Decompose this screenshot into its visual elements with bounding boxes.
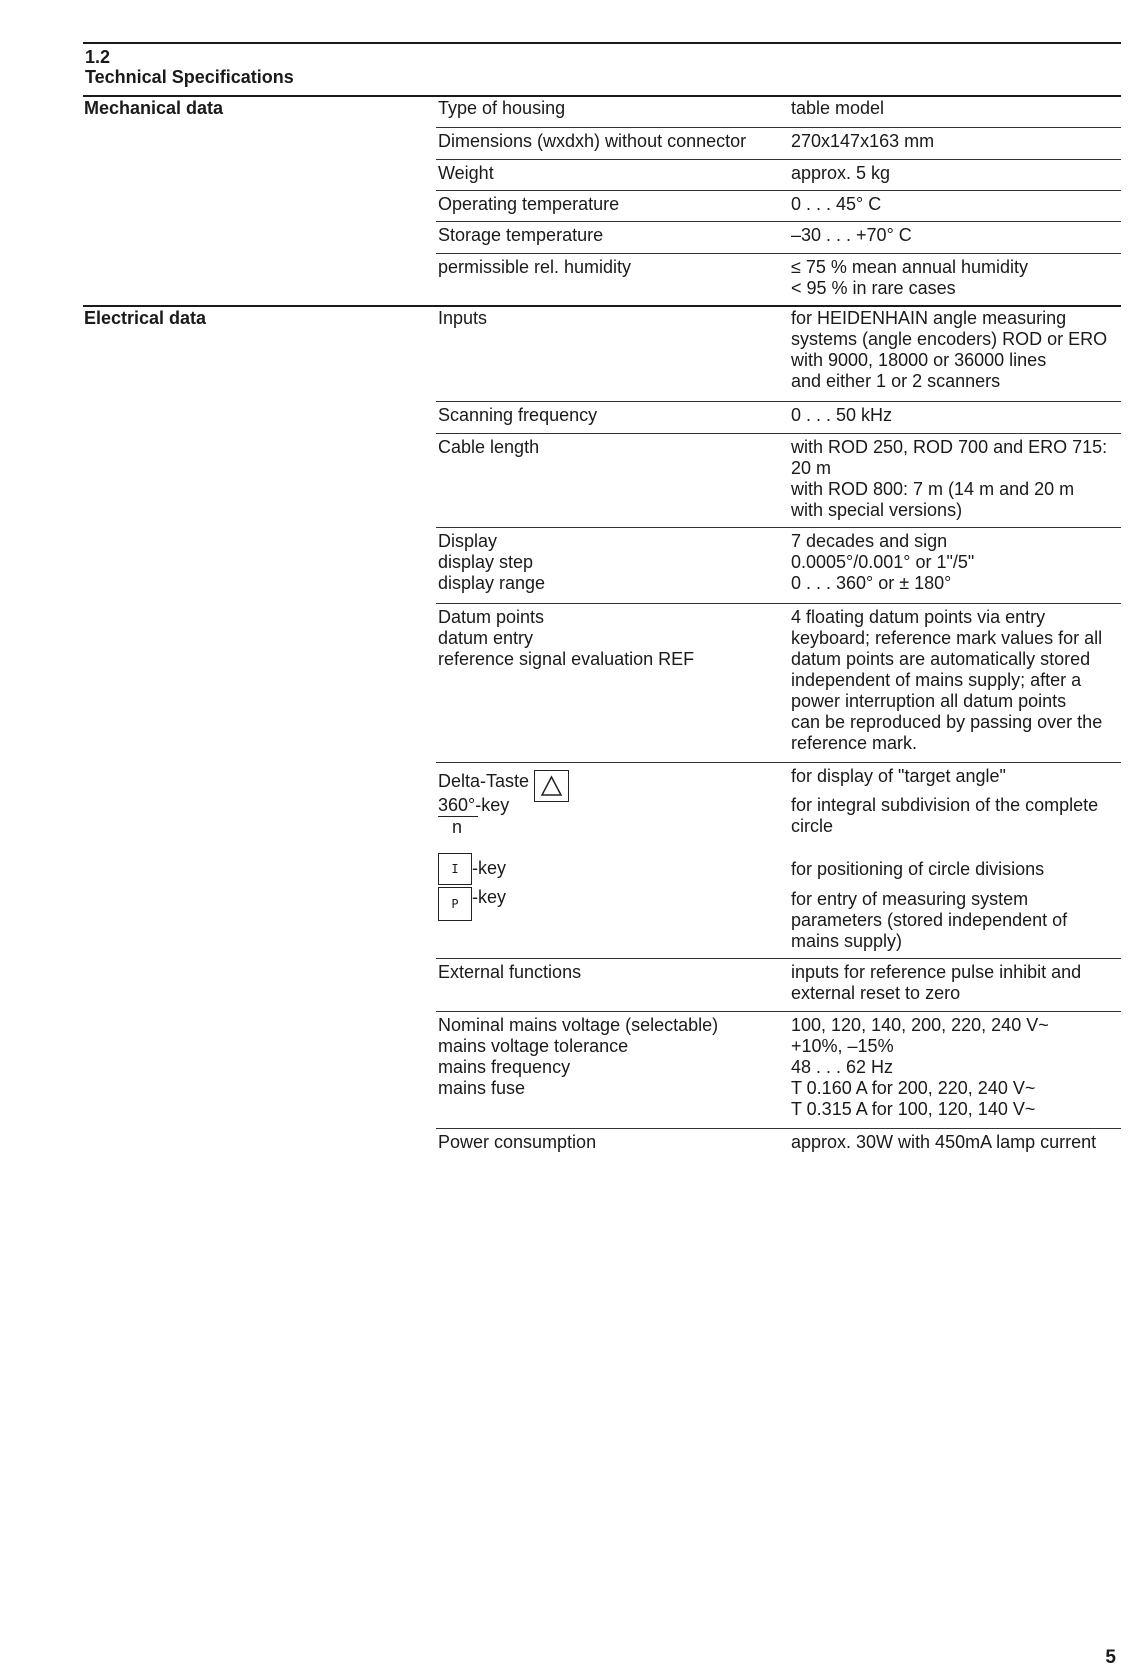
i-key-value: for positioning of circle divisions xyxy=(791,859,1045,879)
value-line: 4 floating datum points via entry xyxy=(791,607,1046,627)
value-line: with 9000, 18000 or 36000 lines xyxy=(791,350,1047,370)
page-number: 5 xyxy=(1105,1647,1116,1668)
spec-row-storage-temp xyxy=(436,221,1121,245)
value-line: 0 . . . 360° or ± 180° xyxy=(791,573,952,593)
spec-label: Dimensions (wxdxh) without connector xyxy=(438,131,747,151)
delta-key-value: for display of "target angle" xyxy=(791,766,1006,786)
mechanical-rule xyxy=(83,95,1121,97)
spec-row-cable-length xyxy=(436,433,1121,520)
value-line: datum points are automatically stored xyxy=(791,649,1091,669)
label-line: Nominal mains voltage (selectable) xyxy=(438,1015,719,1035)
section-title: Technical Specifications xyxy=(85,67,294,87)
spec-value xyxy=(791,962,1121,1004)
value-line: independent of mains supply; after a xyxy=(791,670,1082,690)
spec-row-display xyxy=(436,527,1121,593)
spec-label xyxy=(438,1015,778,1099)
spec-value: approx. 5 kg xyxy=(791,163,891,183)
spec-label: permissible rel. humidity xyxy=(438,257,632,277)
spec-label: Operating temperature xyxy=(438,194,620,214)
value-line: parameters (stored independent of xyxy=(791,910,1068,930)
label-line: reference signal evaluation REF xyxy=(438,649,695,669)
spec-value: 0 . . . 45° C xyxy=(791,194,882,214)
label-line: mains frequency xyxy=(438,1057,571,1077)
value-line: with ROD 800: 7 m (14 m and 20 m xyxy=(791,479,1075,499)
i-key-label xyxy=(438,853,506,885)
value-line: 100, 120, 140, 200, 220, 240 V~ xyxy=(791,1015,1049,1035)
value-line: 48 . . . 62 Hz xyxy=(791,1057,894,1077)
value-line: 0.0005°/0.001° or 1"/5" xyxy=(791,552,975,572)
value-line: T 0.315 A for 100, 120, 140 V~ xyxy=(791,1099,1036,1119)
spec-row-external-functions xyxy=(436,958,1121,1003)
value-line: reference mark. xyxy=(791,733,918,753)
label-line: display step xyxy=(438,552,534,572)
i-key-text: -key xyxy=(472,857,507,878)
value-line: inputs for reference pulse inhibit and xyxy=(791,962,1082,982)
value-line: power interruption all datum points xyxy=(791,691,1067,711)
key-360-text: 360°-key xyxy=(438,795,510,815)
spec-label: Power consumption xyxy=(438,1132,597,1152)
value-line: 20 m xyxy=(791,458,832,478)
spec-label xyxy=(438,531,778,594)
value-line: 7 decades and sign xyxy=(791,531,948,551)
spec-label: Type of housing xyxy=(438,98,566,118)
spec-label: Inputs xyxy=(438,308,488,328)
group-mechanical: Mechanical data xyxy=(84,98,224,118)
spec-value xyxy=(791,257,1121,299)
value-line: with ROD 250, ROD 700 and ERO 715: xyxy=(791,437,1108,457)
key-360-value xyxy=(791,795,1121,837)
value-line: with special versions) xyxy=(791,500,963,520)
spec-value: 0 . . . 50 kHz xyxy=(791,405,893,425)
key-360-label xyxy=(438,795,510,838)
spec-row-weight xyxy=(436,159,1121,183)
spec-row-humidity xyxy=(436,253,1121,298)
delta-key-label xyxy=(438,766,569,798)
spec-row-scanning-frequency xyxy=(436,401,1121,425)
spec-label: Storage temperature xyxy=(438,225,604,245)
spec-label xyxy=(438,607,778,670)
value-line: systems (angle encoders) ROD or ERO xyxy=(791,329,1108,349)
spec-row-power-consumption xyxy=(436,1128,1121,1152)
p-key-value xyxy=(791,889,1121,952)
section-number: 1.2 xyxy=(85,47,111,67)
spec-value: –30 . . . +70° C xyxy=(791,225,912,245)
label-line: Datum points xyxy=(438,607,545,627)
value-line: ≤ 75 % mean annual humidity xyxy=(791,257,1029,277)
p-key-icon: P xyxy=(438,887,472,921)
value-line: < 95 % in rare cases xyxy=(791,278,956,298)
spec-row-dimensions xyxy=(436,127,1121,151)
value-line: T 0.160 A for 200, 220, 240 V~ xyxy=(791,1078,1036,1098)
spec-label: Cable length xyxy=(438,437,540,457)
spec-label: External functions xyxy=(438,962,582,982)
electrical-rule xyxy=(83,305,1121,307)
value-line: +10%, –15% xyxy=(791,1036,894,1056)
spec-value xyxy=(791,607,1121,754)
value-line: keyboard; reference mark values for all xyxy=(791,628,1103,648)
value-line: for integral subdivision of the complete xyxy=(791,795,1099,815)
label-line: mains voltage tolerance xyxy=(438,1036,629,1056)
top-rule xyxy=(83,42,1121,44)
value-line: circle xyxy=(791,816,834,836)
spec-value xyxy=(791,437,1121,521)
label-line: mains fuse xyxy=(438,1078,526,1098)
spec-value: 270x147x163 mm xyxy=(791,131,935,151)
spec-row-mains xyxy=(436,1011,1121,1119)
delta-key-text: Delta-Taste xyxy=(438,770,530,791)
delta-triangle-icon xyxy=(534,770,569,802)
value-line: mains supply) xyxy=(791,931,903,951)
spec-value: table model xyxy=(791,98,885,118)
i-key-icon: I xyxy=(438,853,472,885)
spec-row-datum-points xyxy=(436,603,1121,753)
spec-row-operating-temp xyxy=(436,190,1121,214)
value-line: for entry of measuring system xyxy=(791,889,1029,909)
spec-label: Scanning frequency xyxy=(438,405,598,425)
label-line: Display xyxy=(438,531,498,551)
label-line: datum entry xyxy=(438,628,534,648)
value-line: external reset to zero xyxy=(791,983,961,1003)
spec-value: approx. 30W with 450mA lamp current xyxy=(791,1132,1097,1152)
spec-value xyxy=(791,1015,1121,1120)
p-key-label xyxy=(438,887,506,921)
value-line: and either 1 or 2 scanners xyxy=(791,371,1001,391)
spec-value xyxy=(791,531,1121,594)
value-line: for HEIDENHAIN angle measuring xyxy=(791,308,1067,328)
key-360-denominator: n xyxy=(452,817,463,837)
spec-value xyxy=(791,308,1121,392)
spec-label: Weight xyxy=(438,163,494,183)
label-line: display range xyxy=(438,573,546,593)
spec-row-keys xyxy=(436,762,1121,959)
group-electrical: Electrical data xyxy=(84,308,207,328)
value-line: can be reproduced by passing over the xyxy=(791,712,1103,732)
p-key-text: -key xyxy=(472,887,507,907)
